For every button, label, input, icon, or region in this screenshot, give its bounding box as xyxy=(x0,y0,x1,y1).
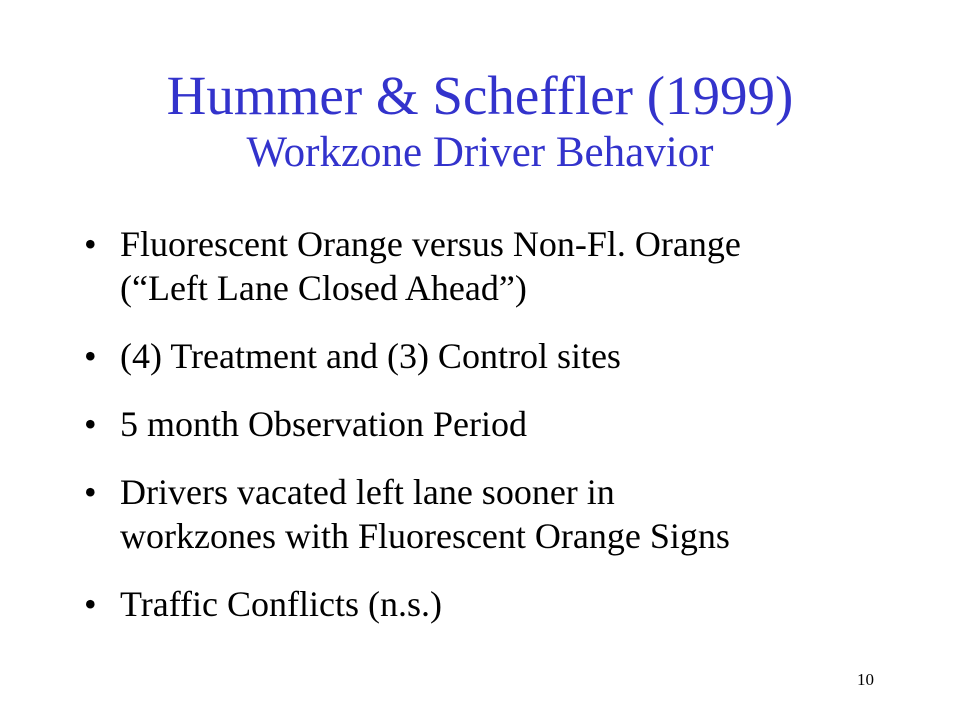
bullet-item xyxy=(84,582,884,626)
page-number: 10 xyxy=(857,670,874,689)
bullet-text-line: workzones with Fluorescent Orange Signs xyxy=(120,516,730,556)
bullet-item xyxy=(84,402,884,446)
bullet-marker: • xyxy=(84,472,97,512)
bullet-marker: • xyxy=(84,584,97,624)
bullet-text-line: Traffic Conflicts (n.s.) xyxy=(120,584,442,624)
bullet-list xyxy=(84,222,884,650)
bullet-text-line: 5 month Observation Period xyxy=(120,404,527,444)
bullet-text-line: (4) Treatment and (3) Control sites xyxy=(120,336,621,376)
slide-title-block xyxy=(0,65,960,176)
bullet-item xyxy=(84,334,884,378)
bullet-text-line: (“Left Lane Closed Ahead”) xyxy=(120,268,527,308)
bullet-item xyxy=(84,222,884,310)
bullet-marker: • xyxy=(84,336,97,376)
bullet-marker: • xyxy=(84,404,97,444)
bullet-marker: • xyxy=(84,224,97,264)
bullet-item xyxy=(84,470,884,558)
slide-title: Hummer & Scheffler (1999) xyxy=(166,65,794,126)
bullet-text-line: Fluorescent Orange versus Non-Fl. Orange xyxy=(120,224,741,264)
bullet-text-line: Drivers vacated left lane sooner in xyxy=(120,472,615,512)
slide-subtitle: Workzone Driver Behavior xyxy=(246,129,714,176)
